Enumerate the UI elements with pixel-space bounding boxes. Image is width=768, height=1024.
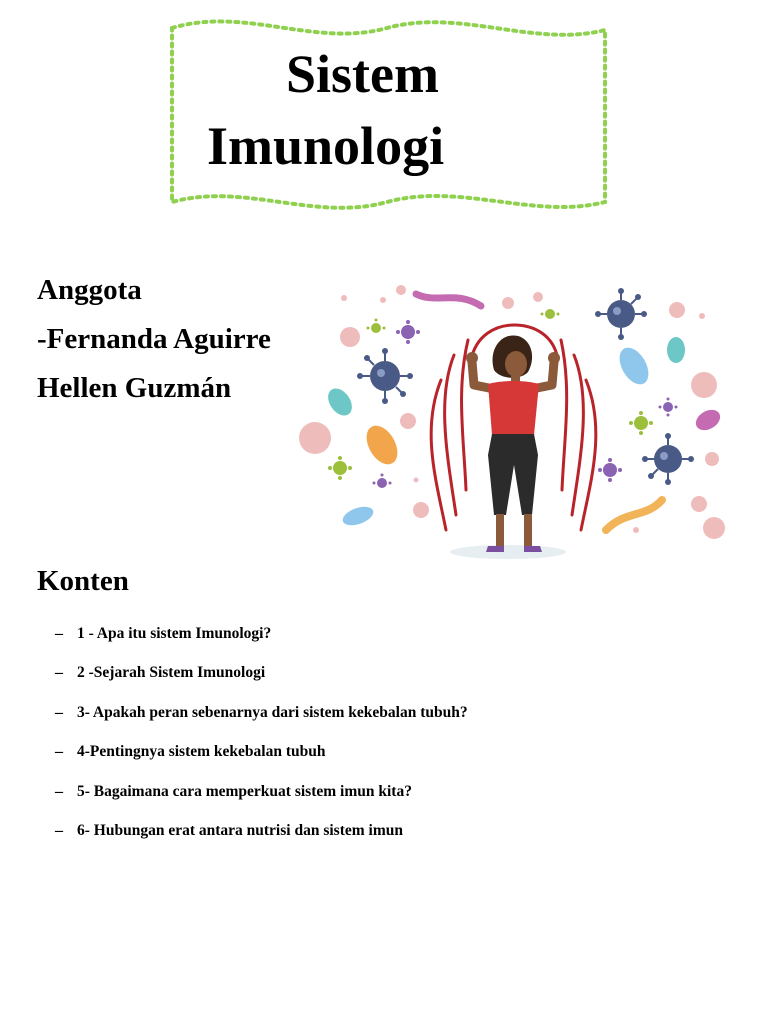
member-name: Hellen Guzmán	[37, 372, 232, 404]
members-heading: Anggota	[37, 274, 142, 306]
contents-list	[55, 622, 468, 858]
list-item	[55, 622, 468, 661]
page-title-line-2: Imunologi	[207, 116, 445, 176]
list-item	[55, 701, 468, 740]
list-item	[55, 740, 468, 779]
woman-flexing-icon	[466, 335, 560, 552]
dash-bullet-icon: –	[55, 703, 63, 721]
dash-bullet-icon: –	[55, 821, 63, 839]
list-item-text: 5- Bagaimana cara memperkuat sistem imun kita?	[77, 782, 412, 800]
page-title-line-1: Sistem	[286, 44, 439, 104]
list-item-text: 4-Pentingnya sistem kekebalan tubuh	[77, 743, 326, 761]
list-item-text: 2 -Sejarah Sistem Imunologi	[77, 664, 266, 682]
dash-bullet-icon: –	[55, 664, 63, 682]
list-item	[55, 780, 468, 819]
immune-illustration	[296, 280, 732, 570]
dash-bullet-icon: –	[55, 782, 63, 800]
contents-heading: Konten	[37, 565, 129, 597]
list-item-text: 6- Hubungan erat antara nutrisi dan sistem imun	[77, 821, 403, 839]
member-name: -Fernanda Aguirre	[37, 323, 271, 355]
list-item-text: 3- Apakah peran sebenarnya dari sistem kekebalan tubuh?	[77, 703, 468, 721]
list-item-text: 1 - Apa itu sistem Imunologi?	[77, 625, 272, 642]
members-section	[37, 266, 271, 413]
dash-bullet-icon: –	[55, 625, 63, 642]
dash-bullet-icon: –	[55, 743, 63, 761]
title-banner	[165, 14, 610, 218]
list-item	[55, 661, 468, 700]
list-item	[55, 819, 468, 858]
